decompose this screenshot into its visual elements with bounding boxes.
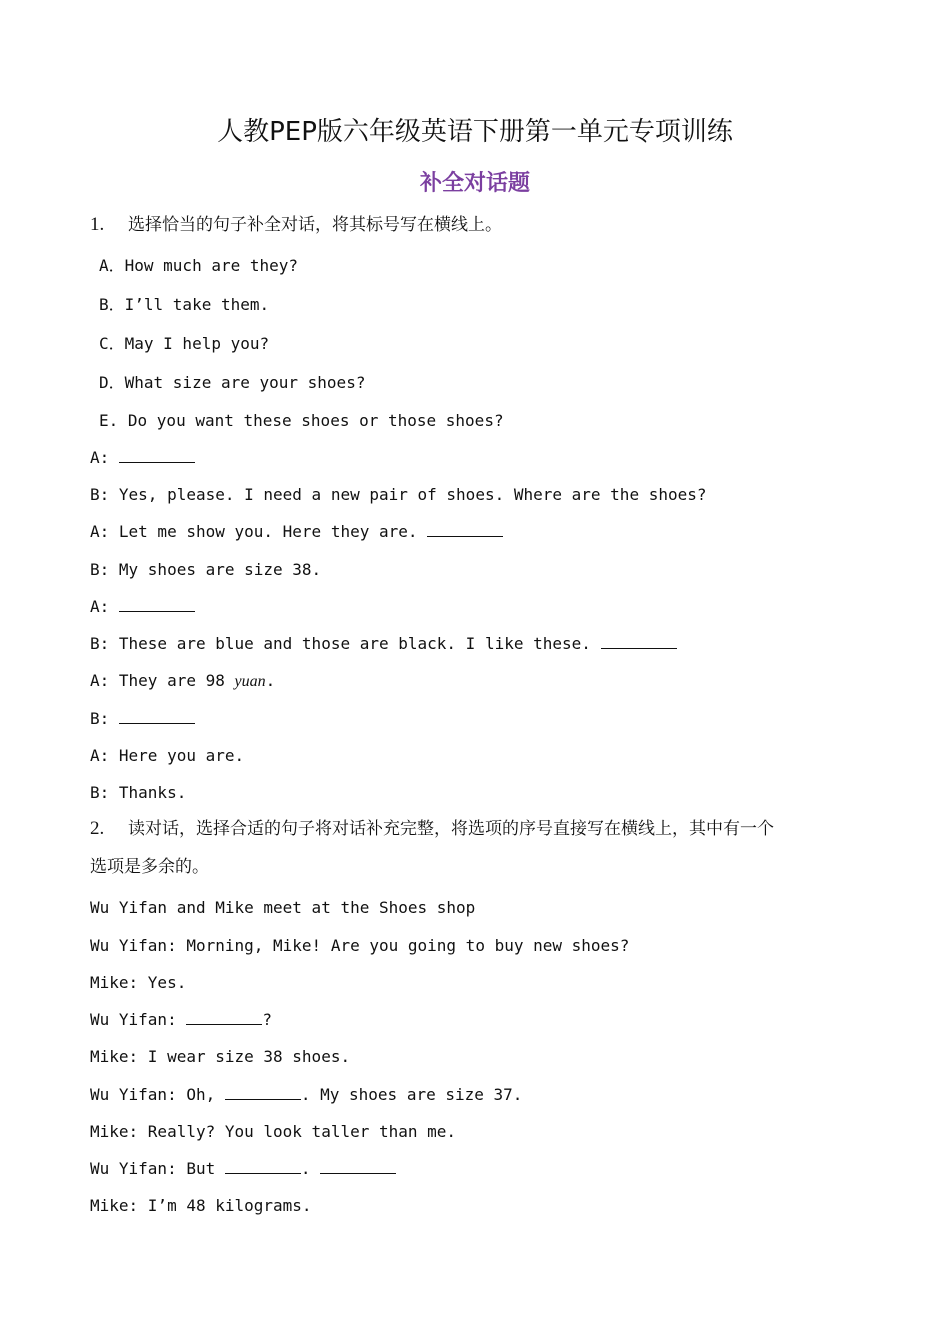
dialog-text: A: <box>90 597 119 616</box>
dialog-text: A: <box>90 448 119 467</box>
instruction-text: 选择恰当的句子补全对话，将其标号写在横线上。 <box>128 215 502 235</box>
dialog-line: B: Yes, please. I need a new pair of shoes. Where are the shoes? <box>90 485 707 504</box>
answer-blank[interactable] <box>119 709 195 724</box>
answer-blank[interactable] <box>119 597 195 612</box>
dialog-line <box>90 709 195 729</box>
answer-blank[interactable] <box>186 1010 262 1025</box>
answer-blank[interactable] <box>225 1085 301 1100</box>
answer-blank[interactable] <box>225 1159 301 1174</box>
answer-blank[interactable] <box>427 522 503 537</box>
option-c: C．May I help you? <box>99 334 270 353</box>
dialog-line: B: My shoes are size 38. <box>90 560 322 579</box>
option-d: D．What size are your shoes? <box>99 373 366 392</box>
dialog-line <box>90 597 195 617</box>
option-a: A．How much are they? <box>99 256 299 275</box>
dialog-text: B: <box>90 709 119 728</box>
dialog-text: . <box>265 671 276 690</box>
dialog-line: Wu Yifan and Mike meet at the Shoes shop <box>90 898 476 917</box>
answer-blank[interactable] <box>320 1159 396 1174</box>
option-e: E. Do you want these shoes or those shoes? <box>99 411 504 430</box>
dialog-line: Wu Yifan: Morning, Mike! Are you going to buy new shoes? <box>90 936 630 955</box>
dialog-line: Mike: Yes. <box>90 973 187 992</box>
dialog-line <box>90 634 677 654</box>
dialog-text: Wu Yifan: <box>90 1010 187 1029</box>
dialog-text: Wu Yifan: Oh, <box>90 1085 225 1104</box>
dialog-line: Mike: I’m 48 kilograms. <box>90 1196 312 1215</box>
dialog-line <box>90 1085 522 1105</box>
dialog-text: ? <box>262 1010 272 1029</box>
dialog-text-italic: yuan <box>234 673 266 690</box>
section-subtitle: 补全对话题 <box>419 171 530 196</box>
dialog-line <box>90 1010 272 1030</box>
dialog-line <box>90 1159 396 1179</box>
dialog-line <box>90 522 503 542</box>
dialog-text: Wu Yifan: But <box>90 1159 225 1178</box>
dialog-line: Mike: I wear size 38 shoes. <box>90 1047 351 1066</box>
dialog-text: . My shoes are size 37. <box>300 1085 523 1104</box>
question-2-instruction <box>90 818 774 840</box>
dialog-line: Mike: Really? You look taller than me. <box>90 1122 457 1141</box>
page-title: 人教PEP版六年级英语下册第一单元专项训练 <box>217 117 733 147</box>
question-1-instruction <box>90 214 502 236</box>
answer-blank[interactable] <box>119 448 195 463</box>
dialog-line: B: Thanks. <box>90 783 187 802</box>
dialog-text: B: These are blue and those are black. I like these. <box>90 634 601 653</box>
dialog-line: A: Here you are. <box>90 746 245 765</box>
answer-blank[interactable] <box>601 634 677 649</box>
dialog-line <box>90 448 195 468</box>
dialog-text: A: They are 98 <box>90 671 235 690</box>
question-number: 1. <box>90 214 105 235</box>
instruction-text: 读对话，选择合适的句子将对话补充完整，将选项的序号直接写在横线上，其中有一个 <box>128 819 774 839</box>
question-number: 2. <box>90 818 105 839</box>
dialog-line <box>90 671 275 692</box>
question-2-instruction-cont: 选项是多余的。 <box>90 857 209 877</box>
dialog-text: . <box>300 1159 321 1178</box>
dialog-text: A: Let me show you. Here they are. <box>90 522 428 541</box>
option-b: B．I’ll take them. <box>99 295 270 314</box>
